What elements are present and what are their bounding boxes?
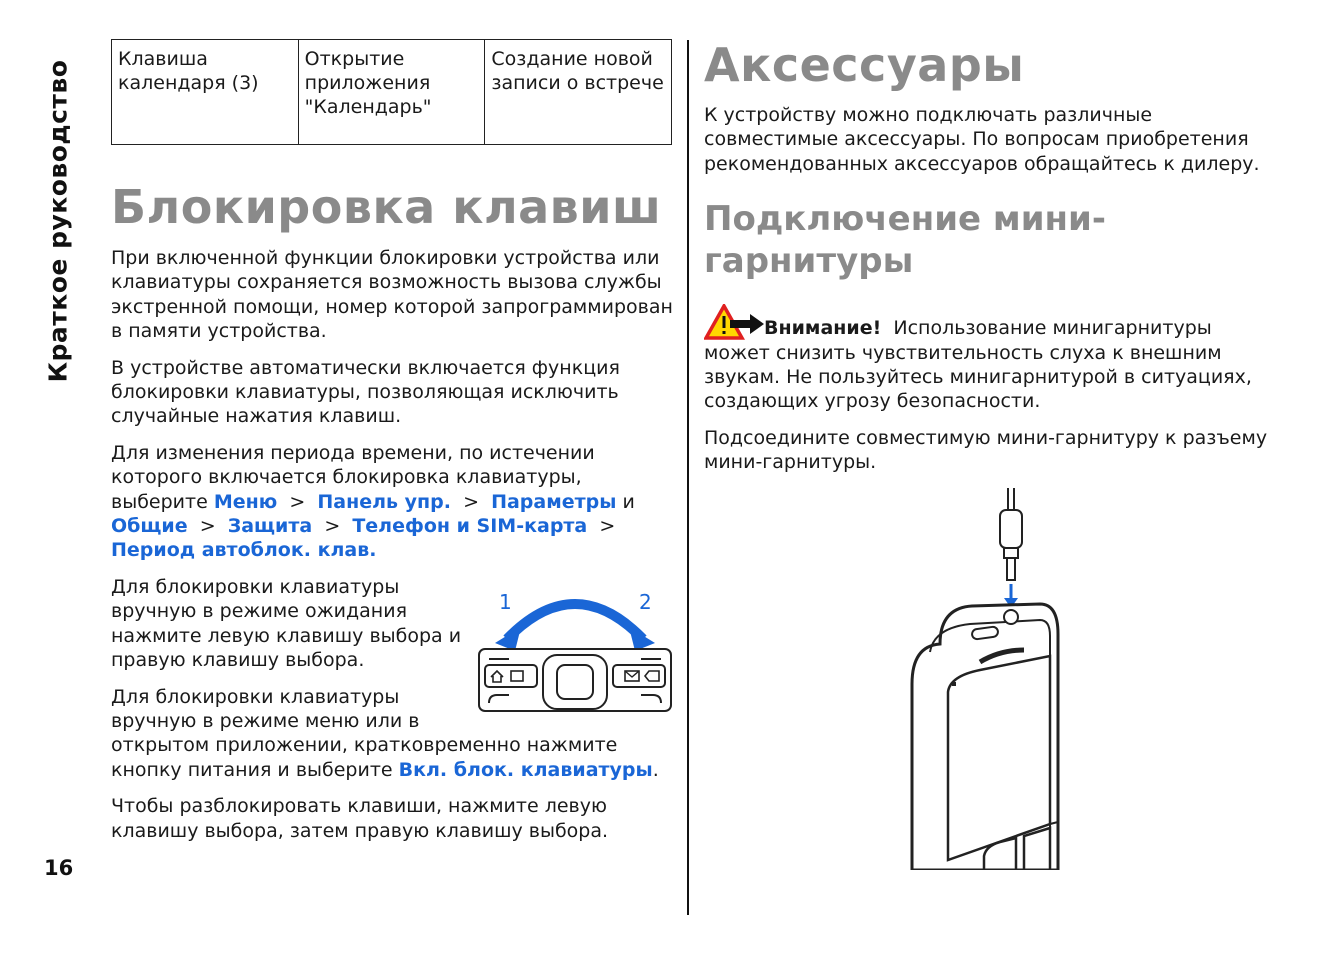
section-label-text: Краткое руководство bbox=[43, 59, 73, 383]
path-separator: > bbox=[324, 515, 341, 538]
path-separator: > bbox=[289, 490, 306, 513]
keylock-title: Блокировка клавиш bbox=[111, 180, 662, 234]
arrow-icon bbox=[495, 627, 521, 651]
table-cell-short-press: Открытие приложения "Календарь" bbox=[298, 40, 485, 145]
section-side-label bbox=[40, 36, 76, 406]
security-link: Защита bbox=[227, 515, 313, 538]
column-divider bbox=[687, 40, 689, 915]
accessories-paragraph-2: Подсоедините совместимую мини-гарнитуру к разъему мини-гарнитуры. bbox=[704, 426, 1268, 474]
lock-arc-arrow bbox=[507, 604, 643, 639]
menu-link: Меню bbox=[213, 490, 278, 513]
phone-svg bbox=[900, 484, 1080, 870]
headset-subtitle: Подключение мини-гарнитуры bbox=[704, 199, 1106, 282]
phone-headset-illustration bbox=[900, 484, 1080, 870]
p5-text: Для блокировки клавиатуры вручную в режиме меню или в открытом приложении, кратковременно нажмите кнопку питания и выберите bbox=[111, 685, 618, 781]
table-cell-key: Клавиша календаря (3) bbox=[112, 40, 299, 145]
warning-paragraph bbox=[704, 304, 1274, 414]
warning-label: Внимание! bbox=[764, 317, 882, 340]
page-number: 16 bbox=[44, 856, 74, 880]
general-link: Общие bbox=[111, 515, 188, 538]
accessories-title: Аксессуары bbox=[704, 38, 1025, 92]
path-separator: > bbox=[599, 515, 616, 538]
phone-sim-link: Телефон и SIM-карта bbox=[352, 515, 588, 538]
accessories-paragraph-1: К устройству можно подключать различные совместимые аксессуары. По вопросам приобретения рекомендованных аксессуаров обращайтесь к дилеру. bbox=[704, 104, 1260, 175]
settings-link: Параметры bbox=[491, 490, 617, 513]
keypad-svg bbox=[477, 579, 673, 714]
headset-plug bbox=[1000, 510, 1022, 548]
enable-keylock-link: Вкл. блок. клавиатуры bbox=[398, 758, 653, 781]
path-separator: > bbox=[199, 515, 216, 538]
p5-end: . bbox=[652, 758, 659, 781]
key-function-table bbox=[111, 39, 672, 145]
keylock-paragraph-4: Для блокировки клавиатуры вручную в режиме ожидания нажмите левую клавишу выбора и правую клавишу выбора. bbox=[111, 575, 462, 672]
warning-text: Использование минигарнитуры может снизить чувствительность слуха к внешним звукам. Не пользуйтесь минигарнитурой в ситуациях, создающих угрозу безопасности. bbox=[704, 317, 1252, 413]
figure-label-1: 1 bbox=[499, 589, 512, 614]
figure-label-2: 2 bbox=[639, 589, 652, 614]
autolock-period-link: Период автоблок. клав. bbox=[111, 539, 377, 562]
keypad-illustration bbox=[477, 579, 673, 714]
keylock-paragraph-6: Чтобы разблокировать клавиши, нажмите левую клавишу выбора, затем правую клавишу выбора. bbox=[111, 795, 609, 842]
manual-lock-block bbox=[111, 575, 673, 782]
control-panel-link: Панель упр. bbox=[317, 490, 451, 513]
and-word: и bbox=[622, 490, 635, 513]
table-cell-long-press: Создание новой записи о встрече bbox=[485, 40, 672, 145]
path-separator: > bbox=[463, 490, 479, 513]
headset-jack bbox=[1004, 610, 1018, 624]
keylock-paragraph-2: В устройстве автоматически включается функция блокировки клавиатуры, позволяющая исключить случайные нажатия клавиш. bbox=[111, 356, 620, 428]
p3-text: Для изменения периода времени, по истечении которого включается блокировка клавиатуры, выберите bbox=[111, 441, 595, 513]
right-column bbox=[704, 39, 1274, 475]
keylock-paragraph-1: При включенной функции блокировки устройства или клавиатуры сохраняется возможность вызова службы экстренной помощи, номер которой запрограммирован в памяти устройства. bbox=[111, 247, 673, 343]
table-row bbox=[112, 40, 672, 145]
warning-triangle-icon bbox=[704, 304, 764, 340]
phone-screen bbox=[948, 656, 1050, 860]
arrow-icon bbox=[629, 627, 655, 651]
left-column bbox=[111, 39, 673, 843]
keylock-paragraph-3 bbox=[111, 441, 673, 563]
